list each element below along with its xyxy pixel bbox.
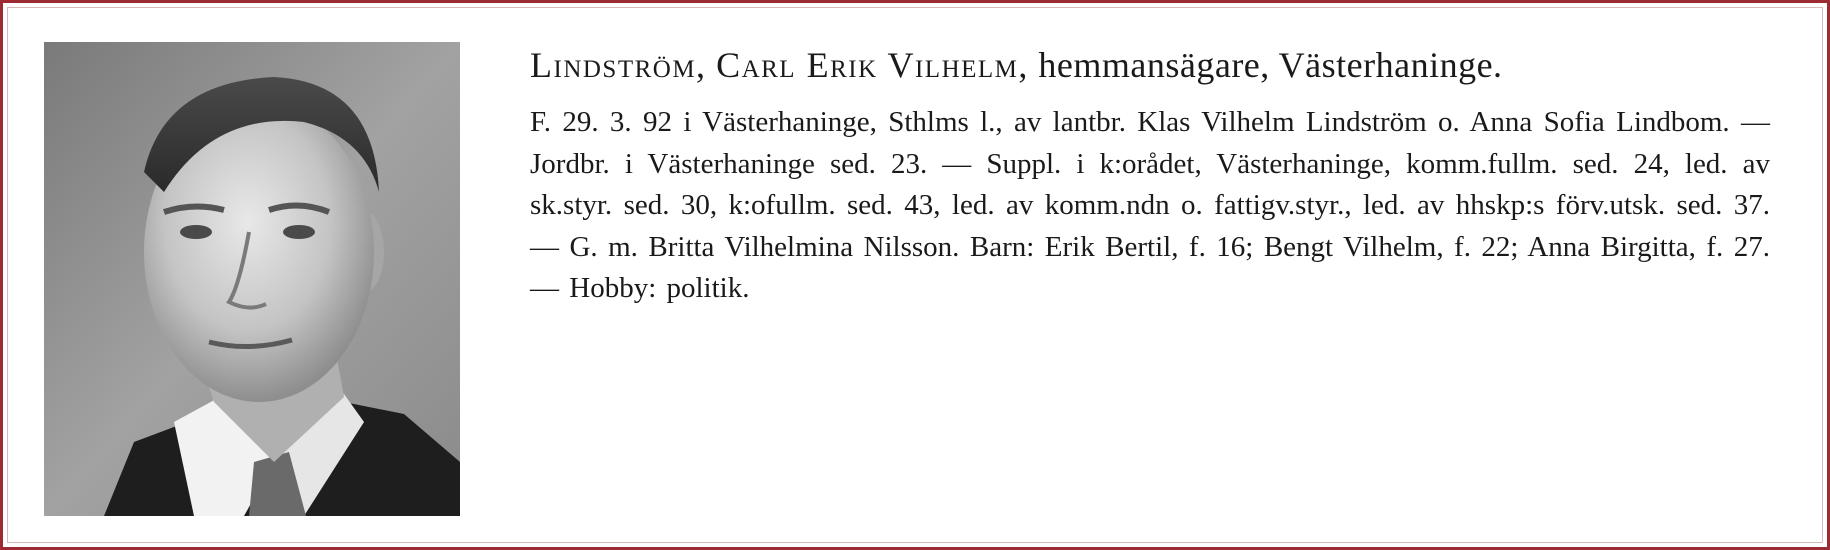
occupation-place: hemmansägare, Västerhaninge. <box>1038 45 1503 85</box>
portrait-photo <box>44 42 460 516</box>
biography-entry <box>530 40 1770 310</box>
given-names: Carl Erik Vilhelm, <box>716 45 1029 85</box>
biography-text: F. 29. 3. 92 i Västerhaninge, Sthlms l., av lantbr. Klas Vilhelm Lindström o. Anna Sofia Lindbom. — Jordbr. i Västerhaninge sed. 23. — Suppl. i k:orådet, Västerhaninge, komm.fullm. sed. 24, led. av sk.styr. sed. 30, k:ofullm. sed. 43, led. av komm.ndn o. fattigv.styr., led. av hhskp:s förv.utsk. sed. 37. — G. m. Britta Vilhelmina Nilsson. Barn: Erik Bertil, f. 16; Bengt Vilhelm, f. 22; Anna Birgitta, f. 27. — Hobby: politik. <box>530 106 1770 304</box>
entry-heading <box>530 40 1770 90</box>
surname: Lindström, <box>530 45 707 85</box>
